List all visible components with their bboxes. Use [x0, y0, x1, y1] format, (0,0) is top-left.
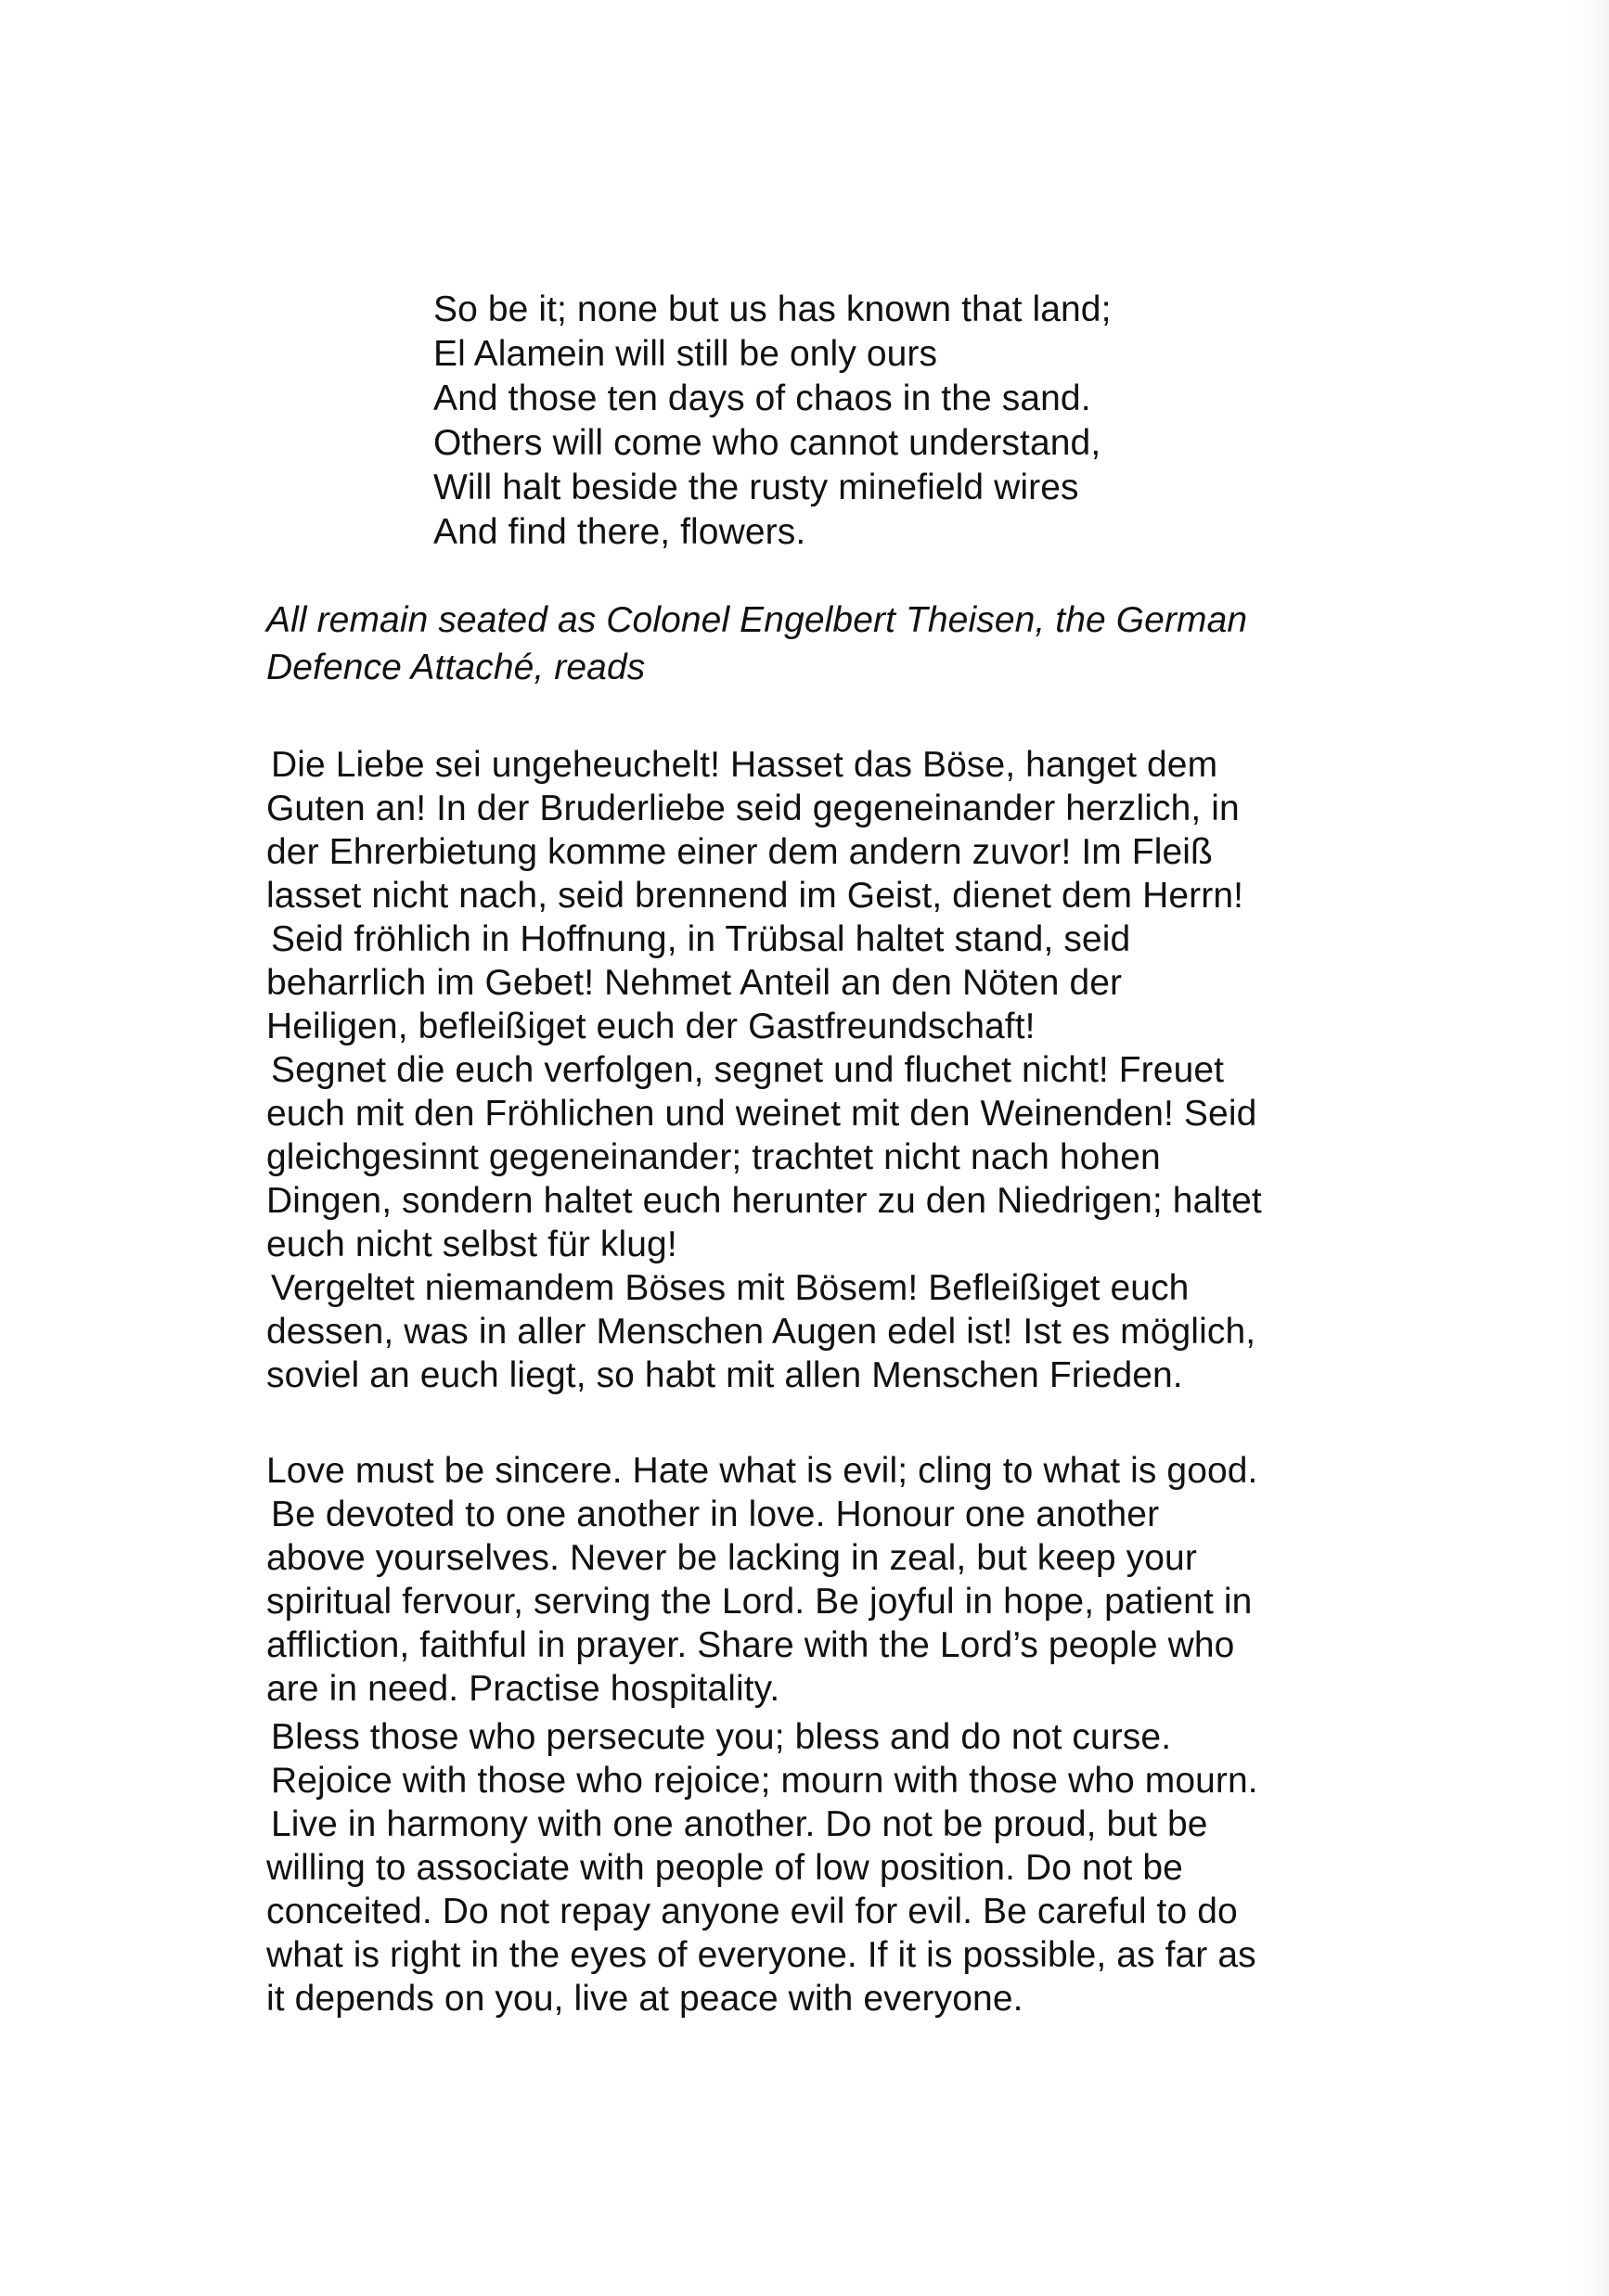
rubric-line: All remain seated as Colonel Engelbert Theisen, the German	[266, 600, 1248, 640]
poem-line: And those ten days of chaos in the sand.	[433, 378, 1091, 418]
reading-line: spiritual fervour, serving the Lord. Be joyful in hope, patient in	[266, 1582, 1253, 1622]
reading-line: above yourselves. Never be lacking in zeal, but keep your	[266, 1538, 1197, 1578]
reading-line: dessen, was in aller Menschen Augen edel ist! Ist es möglich,	[266, 1312, 1256, 1352]
reading-line: Love must be sincere. Hate what is evil; cling to what is good.	[266, 1451, 1258, 1491]
reading-line: lasset nicht nach, seid brennend im Geist, dienet dem Herrn!	[266, 876, 1244, 916]
reading-line: euch nicht selbst für klug!	[266, 1225, 677, 1264]
reading-line: Guten an! In der Bruderliebe seid gegeneinander herzlich, in	[266, 789, 1240, 828]
reading-line: conceited. Do not repay anyone evil for evil. Be careful to do	[266, 1892, 1238, 1931]
scan-edge-shadow	[1566, 0, 1609, 2296]
reading-line: what is right in the eyes of everyone. If it is possible, as far as	[266, 1935, 1256, 1975]
reading-line: affliction, faithful in prayer. Share with the Lord’s people who	[266, 1625, 1235, 1665]
poem-line: So be it; none but us has known that land;	[433, 289, 1112, 329]
reading-line: Die Liebe sei ungeheuchelt! Hasset das Böse, hanget dem	[271, 745, 1218, 785]
reading-line: Live in harmony with one another. Do not be proud, but be	[271, 1804, 1208, 1844]
reading-line: Dingen, sondern haltet euch herunter zu den Niedrigen; haltet	[266, 1181, 1262, 1221]
reading-line: Segnet die euch verfolgen, segnet und fluchet nicht! Freuet	[271, 1050, 1225, 1090]
poem-line: Will halt beside the rusty minefield wires	[433, 468, 1079, 507]
reading-line: it depends on you, live at peace with everyone.	[266, 1979, 1023, 2019]
reading-line: Vergeltet niemandem Böses mit Bösem! Befleißiget euch	[271, 1268, 1190, 1308]
reading-line: der Ehrerbietung komme einer dem andern zuvor! Im Fleiß	[266, 832, 1213, 872]
reading-line: Rejoice with those who rejoice; mourn with those who mourn.	[271, 1761, 1258, 1801]
reading-line: Be devoted to one another in love. Honour one another	[271, 1494, 1160, 1534]
reading-line: euch mit den Fröhlichen und weinet mit den Weinenden! Seid	[266, 1094, 1257, 1134]
poem-line: And find there, flowers.	[433, 512, 806, 552]
reading-line: Bless those who persecute you; bless and do not curse.	[271, 1717, 1172, 1757]
reading-line: soviel an euch liegt, so habt mit allen Menschen Frieden.	[266, 1355, 1183, 1395]
reading-line: gleichgesinnt gegeneinander; trachtet nicht nach hohen	[266, 1137, 1161, 1177]
reading-line: Seid fröhlich in Hoffnung, in Trübsal haltet stand, seid	[271, 919, 1131, 959]
reading-line: willing to associate with people of low position. Do not be	[266, 1848, 1183, 1888]
reading-line: Heiligen, befleißiget euch der Gastfreundschaft!	[266, 1007, 1036, 1046]
poem-line: El Alamein will still be only ours	[433, 334, 938, 374]
reading-line: are in need. Practise hospitality.	[266, 1669, 780, 1709]
rubric-line: Defence Attaché, reads	[266, 648, 646, 687]
poem-line: Others will come who cannot understand,	[433, 423, 1101, 463]
reading-line: beharrlich im Gebet! Nehmet Anteil an den Nöten der	[266, 963, 1123, 1003]
